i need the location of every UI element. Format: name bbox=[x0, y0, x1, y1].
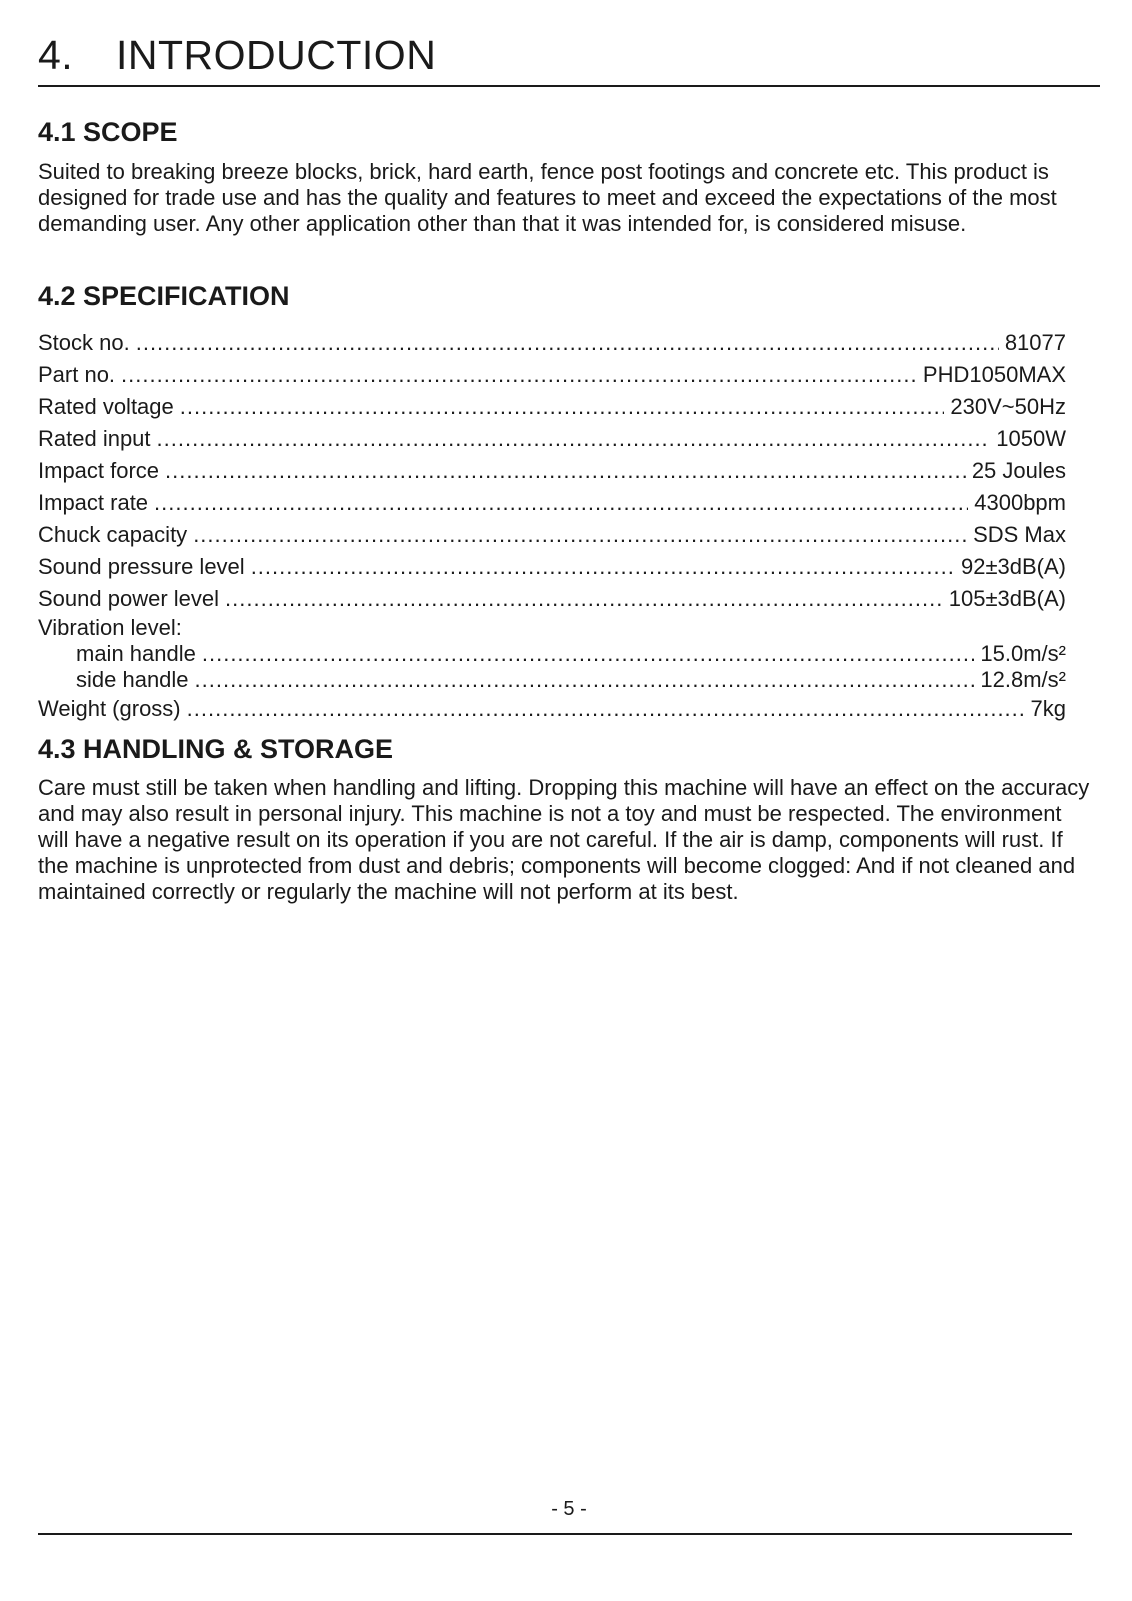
handling-paragraph: Care must still be taken when handling and lifting. Dropping this machine will have an effect on the accuracy and may also result in personal injury. This machine is not a toy and must be respected. The environment will have a negative result on its operation if you are not careful. If the air is damp, components will rust. If the machine is unprotected from dust and debris; components will become clogged: And if not cleaned and maintained correctly or regularly the machine will not perform at its best. bbox=[38, 775, 1090, 904]
dot-leader bbox=[187, 693, 1025, 725]
spec-row-vibration-heading bbox=[38, 615, 1066, 641]
spec-label: Sound power level bbox=[38, 586, 220, 611]
spec-row-rated-voltage bbox=[38, 391, 1066, 423]
dot-leader bbox=[165, 455, 966, 487]
spec-row-sound-power bbox=[38, 583, 1066, 615]
dot-leader bbox=[251, 551, 955, 583]
specification-heading: 4.2 SPECIFICATION bbox=[38, 281, 290, 311]
header-divider bbox=[38, 85, 1100, 87]
chapter-title bbox=[38, 30, 436, 80]
spec-value: 25 Joules bbox=[971, 458, 1066, 483]
spec-label: Impact rate bbox=[38, 490, 149, 515]
dot-leader bbox=[121, 359, 917, 391]
spec-label: Impact force bbox=[38, 458, 160, 483]
page-number: - 5 - bbox=[551, 1498, 587, 1520]
dot-leader bbox=[195, 667, 975, 693]
spec-value: 4300bpm bbox=[974, 490, 1066, 515]
dot-leader bbox=[157, 423, 991, 455]
spec-row-vibration-side-handle bbox=[38, 667, 1066, 693]
spec-row-chuck-capacity bbox=[38, 519, 1066, 551]
spec-label: Rated voltage bbox=[38, 394, 174, 419]
spec-value: 92±3dB(A) bbox=[960, 554, 1066, 579]
chapter-number: 4. bbox=[38, 32, 74, 78]
spec-label: Weight (gross) bbox=[38, 696, 181, 721]
spec-value: 12.8m/s² bbox=[980, 667, 1066, 692]
manual-page bbox=[38, 0, 1100, 1601]
spec-label: Chuck capacity bbox=[38, 522, 188, 547]
spec-value: 230V~50Hz bbox=[950, 394, 1066, 419]
spec-row-part-no bbox=[38, 359, 1066, 391]
spec-label: Sound pressure level bbox=[38, 554, 245, 579]
chapter-title-text: INTRODUCTION bbox=[116, 32, 437, 78]
spec-row-vibration-main-handle bbox=[38, 641, 1066, 667]
spec-label: Part no. bbox=[38, 362, 116, 387]
dot-leader bbox=[193, 519, 967, 551]
spec-row-impact-force bbox=[38, 455, 1066, 487]
spec-row-weight bbox=[38, 693, 1066, 725]
scope-paragraph: Suited to breaking breeze blocks, brick, hard earth, fence post footings and concrete etc. This product is designed for trade use and has the quality and features to meet and exceed the expectations of the most demanding user. Any other application other than that it was intended for, is considered misuse. bbox=[38, 159, 1057, 236]
spec-row-stock-no bbox=[38, 327, 1066, 359]
dot-leader bbox=[180, 391, 945, 423]
spec-label: main handle bbox=[76, 641, 196, 666]
spec-row-rated-input bbox=[38, 423, 1066, 455]
spec-value: 81077 bbox=[1004, 330, 1066, 355]
spec-label: Rated input bbox=[38, 426, 151, 451]
specification-list bbox=[38, 327, 1066, 725]
spec-label: Vibration level: bbox=[38, 615, 182, 640]
spec-label: Stock no. bbox=[38, 330, 130, 355]
spec-value: 1050W bbox=[996, 426, 1066, 451]
spec-row-impact-rate bbox=[38, 487, 1066, 519]
scope-heading: 4.1 SCOPE bbox=[38, 117, 178, 147]
dot-leader bbox=[154, 487, 968, 519]
spec-value: 15.0m/s² bbox=[980, 641, 1066, 666]
spec-label: side handle bbox=[76, 667, 189, 692]
footer-divider bbox=[38, 1533, 1072, 1535]
spec-row-sound-pressure bbox=[38, 551, 1066, 583]
handling-heading: 4.3 HANDLING & STORAGE bbox=[38, 734, 394, 764]
dot-leader bbox=[136, 327, 999, 359]
dot-leader bbox=[225, 583, 943, 615]
spec-value: SDS Max bbox=[973, 522, 1066, 547]
spec-value: 105±3dB(A) bbox=[948, 586, 1066, 611]
spec-value: 7kg bbox=[1030, 696, 1066, 721]
spec-value: PHD1050MAX bbox=[922, 362, 1066, 387]
dot-leader bbox=[202, 641, 975, 667]
